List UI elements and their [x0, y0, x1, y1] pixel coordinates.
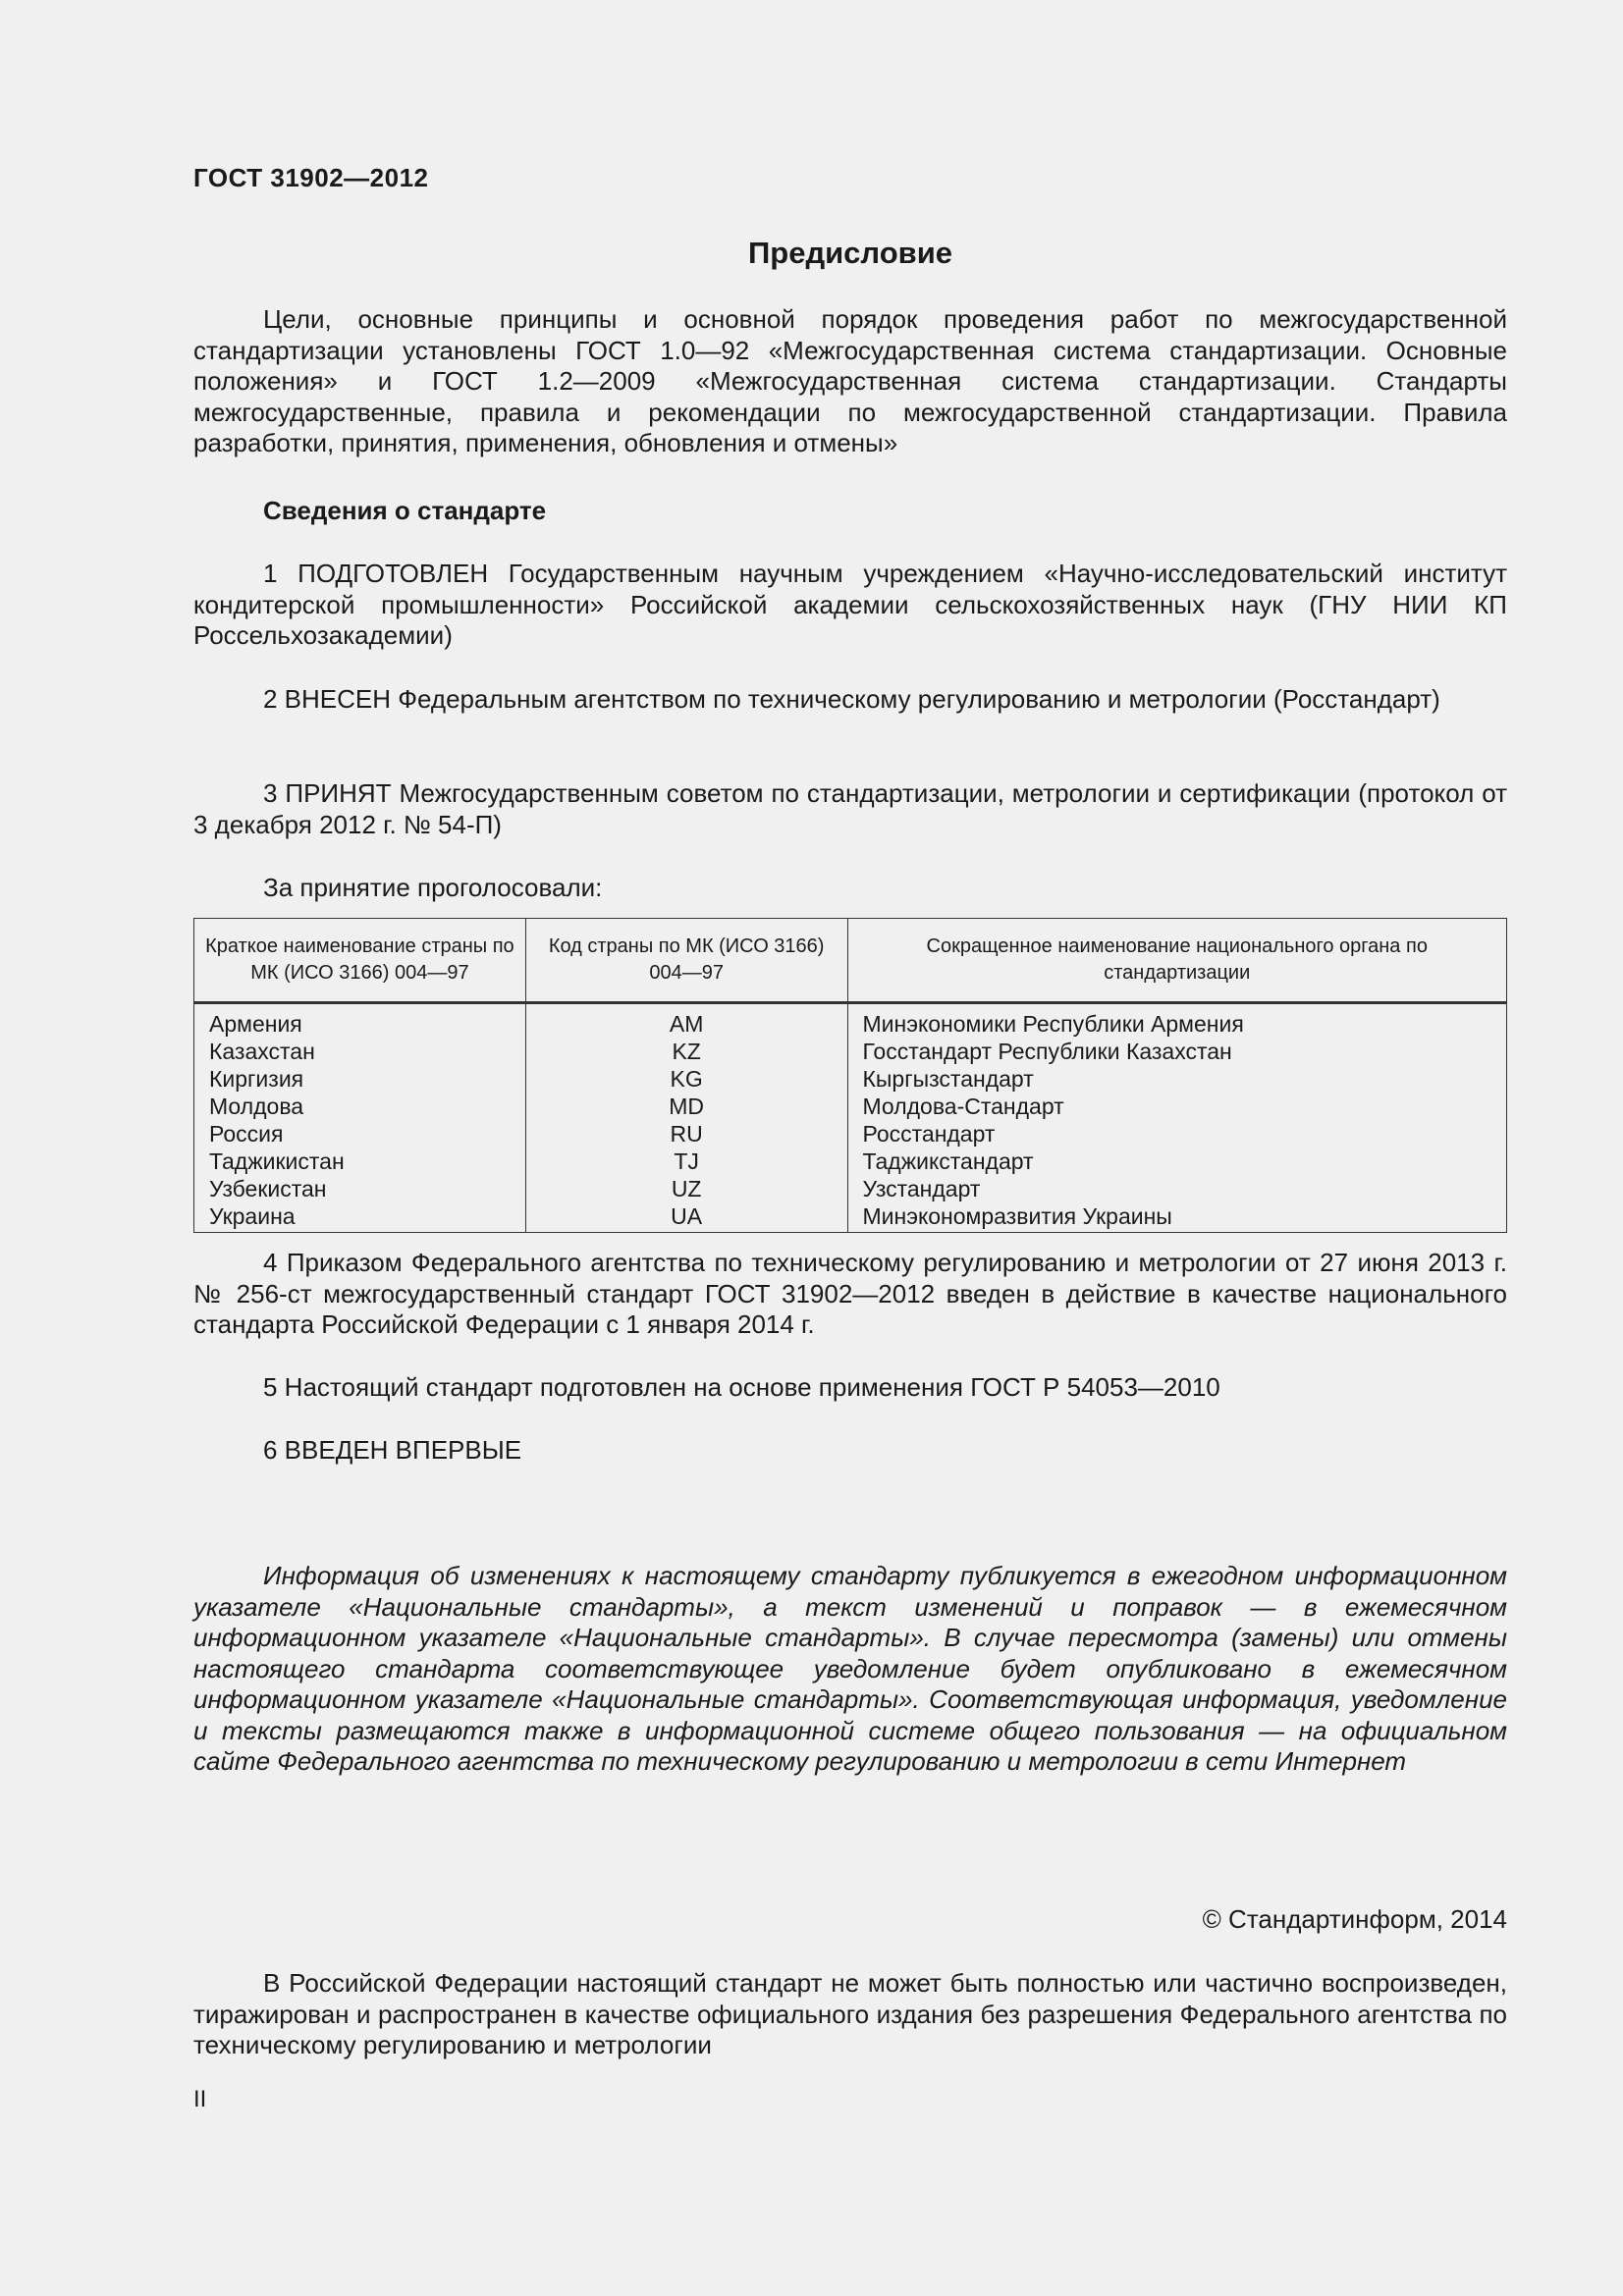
table-row [194, 1120, 1507, 1148]
cell-body: Росстандарт [847, 1120, 1507, 1148]
countries-table-wrapper [193, 918, 1507, 1233]
cell-body: Кыргызстандарт [847, 1065, 1507, 1093]
item-1-paragraph: 1 ПОДГОТОВЛЕН Государственным научным учреждением «Научно-исследовательский институт кондитерской промышленности» Российской академии сельскохозяйственных наук (ГНУ НИИ КП Россельхозакадемии) [193, 559, 1507, 650]
table-row [194, 1065, 1507, 1093]
cell-country: Россия [194, 1120, 526, 1148]
cell-country: Молдова [194, 1093, 526, 1120]
cell-code: UZ [525, 1175, 847, 1202]
item-2-paragraph: 2 ВНЕСЕН Федеральным агентством по техническому регулированию и метрологии (Росстандарт) [263, 684, 1440, 714]
legal-note-paragraph: В Российской Федерации настоящий стандарт не может быть полностью или частично воспроизведен, тиражирован и распространен в качестве официального издания без разрешения Федерального агентства по техническому регулированию и метрологии [193, 1968, 1507, 2059]
section-heading: Сведения о стандарте [263, 496, 547, 525]
item-6-paragraph: 6 ВВЕДЕН ВПЕРВЫЕ [263, 1435, 522, 1465]
cell-code: AM [525, 1003, 847, 1039]
cell-body: Таджикстандарт [847, 1148, 1507, 1175]
table-row [194, 1003, 1507, 1039]
countries-table [193, 918, 1507, 1233]
table-row [194, 1175, 1507, 1202]
cell-country: Казахстан [194, 1038, 526, 1065]
info-note-paragraph: Информация об изменениях к настоящему стандарту публикуется в ежегодном информационном указателе «Национальные стандарты», а текст изменений и поправок — в ежемесячном информационном указателе «Национальные стандарты». В случае пересмотра (замены) или отмены настоящего стандарта соответствующее уведомление будет опубликовано в ежемесячном информационном указателе «Национальные стандарты». Соответствующая информация, уведомление и тексты размещаются также в информационной системе общего пользования — на официальном сайте Федерального агентства по техническому регулированию и метрологии в сети Интернет [193, 1561, 1507, 1776]
column-header-body: Сокращенное наименование национального органа по стандартизации [847, 919, 1507, 1003]
cell-code: KG [525, 1065, 847, 1093]
item-4-paragraph: 4 Приказом Федерального агентства по техническому регулированию и метрологии от 27 июня 2013 г. № 256-ст межгосударственный стандарт ГОСТ 31902—2012 введен в действие в качестве национального стандарта Российской Федерации с 1 января 2014 г. [193, 1248, 1507, 1339]
cell-country: Украина [194, 1202, 526, 1233]
standard-number: ГОСТ 31902—2012 [193, 163, 429, 192]
cell-code: TJ [525, 1148, 847, 1175]
cell-country: Узбекистан [194, 1175, 526, 1202]
table-row [194, 1202, 1507, 1233]
cell-country: Армения [194, 1003, 526, 1039]
cell-code: UA [525, 1202, 847, 1233]
cell-body: Молдова-Стандарт [847, 1093, 1507, 1120]
page-title: Предисловие [747, 236, 952, 270]
cell-code: RU [525, 1120, 847, 1148]
item-5-paragraph: 5 Настоящий стандарт подготовлен на основе применения ГОСТ Р 54053—2010 [263, 1372, 1220, 1402]
cell-body: Госстандарт Республики Казахстан [847, 1038, 1507, 1065]
cell-code: KZ [525, 1038, 847, 1065]
table-row [194, 1148, 1507, 1175]
column-header-code: Код страны по МК (ИСО 3166) 004—97 [525, 919, 847, 1003]
table-row [194, 1038, 1507, 1065]
column-header-country: Краткое наименование страны по МК (ИСО 3166) 004—97 [194, 919, 526, 1003]
table-row [194, 1093, 1507, 1120]
cell-country: Таджикистан [194, 1148, 526, 1175]
vote-label: За принятие проголосовали: [263, 873, 603, 902]
cell-body: Минэкономики Республики Армения [847, 1003, 1507, 1039]
copyright-notice: © Стандартинформ, 2014 [1202, 1904, 1507, 1934]
cell-code: MD [525, 1093, 847, 1120]
cell-body: Минэкономразвития Украины [847, 1202, 1507, 1233]
intro-paragraph: Цели, основные принципы и основной порядок проведения работ по межгосударственной стандартизации установлены ГОСТ 1.0—92 «Межгосударственная система стандартизации. Основные положения» и ГОСТ 1.2—2009 «Межгосударственная система стандартизации. Стандарты межгосударственные, правила и рекомендации по межгосударственной стандартизации. Правила разработки, принятия, применения, обновления и отмены» [193, 304, 1507, 457]
cell-country: Киргизия [194, 1065, 526, 1093]
page-number: II [193, 2086, 207, 2112]
item-3-paragraph: 3 ПРИНЯТ Межгосударственным советом по стандартизации, метрологии и сертификации (протокол от 3 декабря 2012 г. № 54-П) [193, 778, 1507, 839]
cell-body: Узстандарт [847, 1175, 1507, 1202]
table-header-row [194, 919, 1507, 1003]
